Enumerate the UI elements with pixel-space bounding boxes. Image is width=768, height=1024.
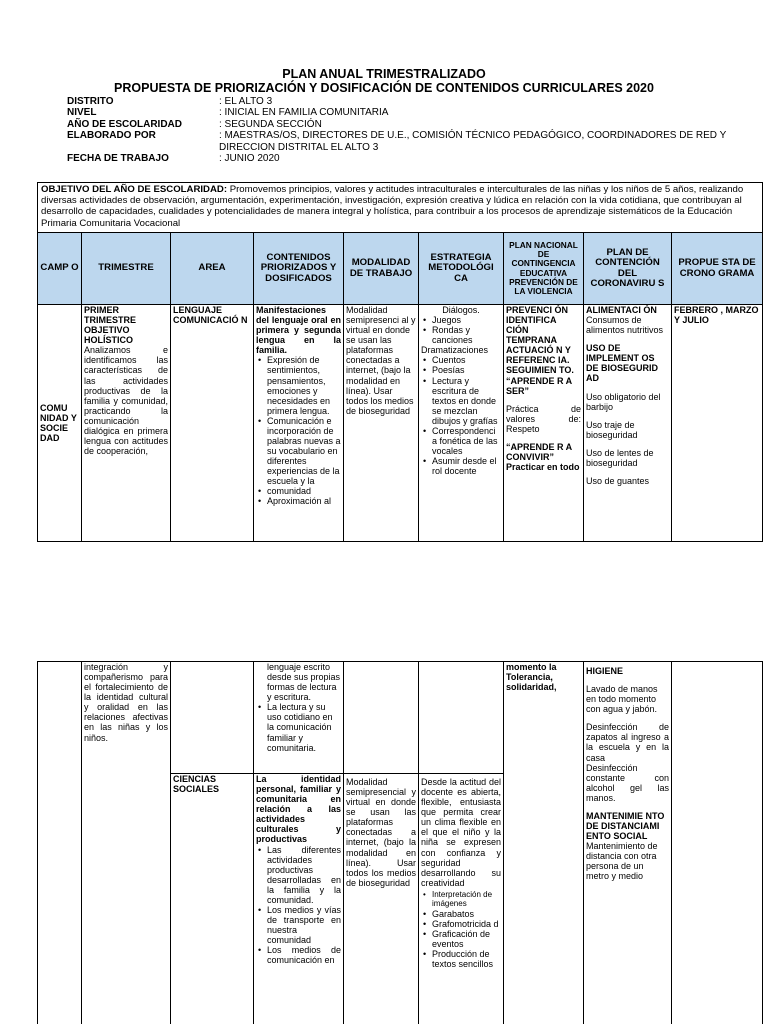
corona-heading-higiene: HIGIENE <box>586 666 624 676</box>
list-item: • La lectura y su uso cotidiano en la comunicación familiar y comunitaria. <box>256 702 341 752</box>
list-item: • Juegos <box>421 315 501 325</box>
cronograma-cell <box>672 662 763 1024</box>
corona-heading-distanciamiento: MANTENIMIE NTO DE DISTANCIAMI ENTO SOCIAL <box>586 810 665 842</box>
trimestre-text: Analizamos e identificamos las características de las actividades productivas de la familia y comunidad, practicando la comunicación dialógica en primera lengua con actitudes de cooperación, <box>84 345 168 457</box>
meta-value: : INICIAL EN FAMILIA COMUNITARIA <box>219 107 389 119</box>
area-cell: CIENCIAS SOCIALES <box>171 774 254 1024</box>
meta-row-nivel <box>67 107 767 118</box>
estrategia-cell <box>419 305 504 542</box>
estrategia-list <box>421 891 501 969</box>
meta-row-distrito <box>67 96 767 107</box>
objective-cell <box>38 183 763 233</box>
meta-label: AÑO DE ESCOLARIDAD <box>67 118 183 130</box>
estrategia-text: Desde la actitud del docente es abierta, flexible, entusiasta que permita crear un clima flexible en el que el niño y la niña se expresen con confianza y seguridad desarrollando su creatividad <box>421 777 501 888</box>
corona-text: Mantenimiento de distancia con otra persona de un metro y medio <box>586 841 658 882</box>
plan-contencion-cell <box>584 662 672 1024</box>
document-meta <box>67 96 767 164</box>
corona-item: Uso traje de bioseguridad <box>586 419 638 440</box>
trimestre-cell: integración y compañerismo para el fortalecimiento de la identidad cultural y oralidad en las relaciones afectivas en las niñas y los niños. <box>82 662 171 1024</box>
plan-text: momento la Tolerancia, solidaridad, <box>506 662 557 693</box>
list-item: • Lectura y escritura de textos en donde se mezclan dibujos y grafías <box>421 376 501 426</box>
modalidad-cell: Modalidad semipresenci al y virtual en donde se usan las plataformas conectadas a internet, (bajo la modalidad en línea). Usar todos los medios de bioseguridad <box>344 305 419 542</box>
list-item: • comunidad <box>256 486 341 496</box>
contenidos-list <box>256 845 341 966</box>
list-item: • Expresión de sentimientos, pensamientos, emociones y necesidades en primera lengua. <box>256 355 341 415</box>
estrategia-mid: Dramatizaciones <box>421 345 489 356</box>
area-cell: LENGUAJE COMUNICACIÓ N <box>171 305 254 542</box>
contenidos-heading: Manifestaciones del lenguaje oral en primera y segunda lengua en la familia. <box>256 305 341 356</box>
list-item: • Garabatos <box>421 909 501 919</box>
list-item: • Rondas y canciones <box>421 325 501 345</box>
list-item: • Los medios de comunicación en <box>256 945 341 965</box>
document-subtitle: PROPUESTA DE PRIORIZACIÓN Y DOSIFICACIÓN DE CONTENIDOS CURRICULARES 2020 <box>114 81 654 95</box>
area-cell <box>171 662 254 774</box>
list-item: • Grafomotricida d <box>421 919 501 929</box>
meta-row-elaborado <box>67 130 767 153</box>
meta-value: : EL ALTO 3 <box>219 96 273 107</box>
meta-label: NIVEL <box>67 107 97 119</box>
header-area: AREA <box>171 233 254 305</box>
header-plan-contencion: PLAN DE CONTENCIÓN DEL CORONAVIRU S <box>584 233 672 305</box>
header-modalidad: MODALIDAD DE TRABAJO <box>344 233 419 305</box>
plan-table-page-1 <box>37 182 763 542</box>
table-row <box>38 305 763 542</box>
plan-nacional-cell <box>504 305 584 542</box>
list-item: • Correspondenci a fonética de las vocales <box>421 426 501 456</box>
estrategia-list <box>421 315 501 345</box>
list-item: • Las diferentes actividades productivas desarrolladas en la familia y la comunidad. <box>256 845 341 905</box>
plan-contencion-cell <box>584 305 672 542</box>
list-item: • Cuentos <box>421 355 501 365</box>
corona-item: Uso de guantes <box>586 476 650 487</box>
plan-text: Práctica de valores de: Respeto <box>506 403 581 434</box>
table-header-row <box>38 233 763 305</box>
campo-cell: COMU NIDAD Y SOCIE DAD <box>38 305 82 542</box>
objective-text: Promovemos principios, valores y actitudes intraculturales e interculturales de las niñas y los niños de 5 años, realizando diversas actividades de observación, argumentación, experimentación, investigación, expresión creativa y lúdica en relación con la vida cotidiana, que contribuyan al desarrollo de capacidades, cualidades y potencialidades de manera integral y holística, para contribuir a los procesos de aprendizaje sistemáticos de la Educación Primaria Comunitaria Vocacional <box>41 184 744 229</box>
plan-heading: PREVENCI ÓN IDENTIFICA CIÓN TEMPRANA ACTUACIÓ N Y REFERENC IA. SEGUIMIEN TO. <box>506 305 574 376</box>
corona-heading-bioseguridad: USO DE IMPLEMENT OS DE BIOSEGURID AD <box>586 343 659 384</box>
list-item: • Comunicación e incorporación de palabras nuevas a su vocabulario en diferentes experiencias de la escuela y la <box>256 416 341 487</box>
meta-label: ELABORADO POR <box>67 130 156 142</box>
list-item: • Los medios y vías de transporte en nuestra comunidad <box>256 905 341 945</box>
contenidos-text: lenguaje escrito desde sus propias formas de lectura y escritura. <box>267 662 341 703</box>
trimestre-heading: PRIMER TRIMESTRE OBJETIVO HOLÍSTICO <box>84 305 137 346</box>
meta-value: : MAESTRAS/OS, DIRECTORES DE U.E., COMISIÓN TÉCNICO PEDAGÓGICO, COORDINADORES DE RED Y DIRECCION DISTRITAL EL ALTO 3 <box>219 130 727 153</box>
header-trimestre: TRIMESTRE <box>82 233 171 305</box>
trimestre-cell <box>82 305 171 542</box>
corona-heading-alimentacion: ALIMENTACI ÓN <box>586 305 657 315</box>
objective-label: OBJETIVO DEL AÑO DE ESCOLARIDAD: <box>41 184 228 195</box>
corona-text: Consumos de alimentos nutritivos <box>586 315 664 336</box>
meta-label: DISTRITO <box>67 96 114 107</box>
list-item: • Interpretación de imágenes <box>421 891 501 909</box>
list-item: • Poesías <box>421 365 501 375</box>
header-estrategia: ESTRATEGIA METODOLÓGI CA <box>419 233 504 305</box>
corona-text: Lavado de manos en todo momento con agua y jabón. <box>586 684 658 715</box>
cronograma-cell: FEBRERO , MARZO Y JULIO <box>672 305 763 542</box>
plan-tail: Practicar en todo <box>506 462 580 473</box>
list-item: • Producción de textos sencillos <box>421 949 501 969</box>
table-row <box>38 662 763 774</box>
list-item: • Aproximación al <box>256 496 341 506</box>
plan-table-page-2 <box>37 661 763 1024</box>
header-plan-nacional: PLAN NACIONAL DE CONTINGENCIA EDUCATIVA PREVENCIÓN DE LA VIOLENCIA <box>504 233 584 305</box>
corona-text: Desinfección de zapatos al ingreso a la escuela y en la casa <box>586 722 669 763</box>
meta-row-escolaridad <box>67 119 767 130</box>
header-cronograma: PROPUE STA DE CRONO GRAMA <box>672 233 763 305</box>
plan-aprender-convivir: “APRENDE R A CONVIVIR” <box>506 441 572 463</box>
contenidos-cell <box>254 662 344 774</box>
contenidos-cell <box>254 305 344 542</box>
meta-label: FECHA DE TRABAJO <box>67 153 169 165</box>
contenidos-cell <box>254 774 344 1024</box>
contenidos-heading: La identidad personal, familiar y comunitaria en relación a las actividades culturales y productivas <box>256 774 341 845</box>
estrategia-cell <box>419 774 504 1024</box>
header-campo: CAMP O <box>38 233 82 305</box>
modalidad-cell <box>344 662 419 774</box>
list-item: • Asumir desde el rol docente <box>421 456 501 476</box>
list-item: • Graficación de eventos <box>421 929 501 949</box>
meta-row-fecha <box>67 153 767 164</box>
estrategia-intro: Diálogos. <box>442 305 480 315</box>
corona-text: Desinfección constante con alcohol gel las manos. <box>586 762 669 803</box>
header-contenidos: CONTENIDOS PRIORIZADOS Y DOSIFICADOS <box>254 233 344 305</box>
contenidos-list <box>256 702 341 752</box>
corona-item: Uso obligatorio del barbijo <box>586 391 661 412</box>
plan-aprender-ser: “APRENDE R A SER” <box>506 375 572 396</box>
plan-nacional-cell <box>504 662 584 1024</box>
modalidad-cell: Modalidad semipresencial y virtual en donde se usan las plataformas conectadas a internet, (bajo la modalidad en línea). Usar todos los medios de bioseguridad <box>344 774 419 1024</box>
campo-cell <box>38 662 82 1024</box>
document-title: PLAN ANUAL TRIMESTRALIZADO <box>282 67 486 81</box>
meta-value: : JUNIO 2020 <box>219 153 280 165</box>
contenidos-list <box>256 355 341 506</box>
meta-value: : SEGUNDA SECCIÓN <box>219 118 322 130</box>
estrategia-cell <box>419 662 504 774</box>
estrategia-list-2 <box>421 355 501 476</box>
corona-item: Uso de lentes de bioseguridad <box>586 447 654 468</box>
